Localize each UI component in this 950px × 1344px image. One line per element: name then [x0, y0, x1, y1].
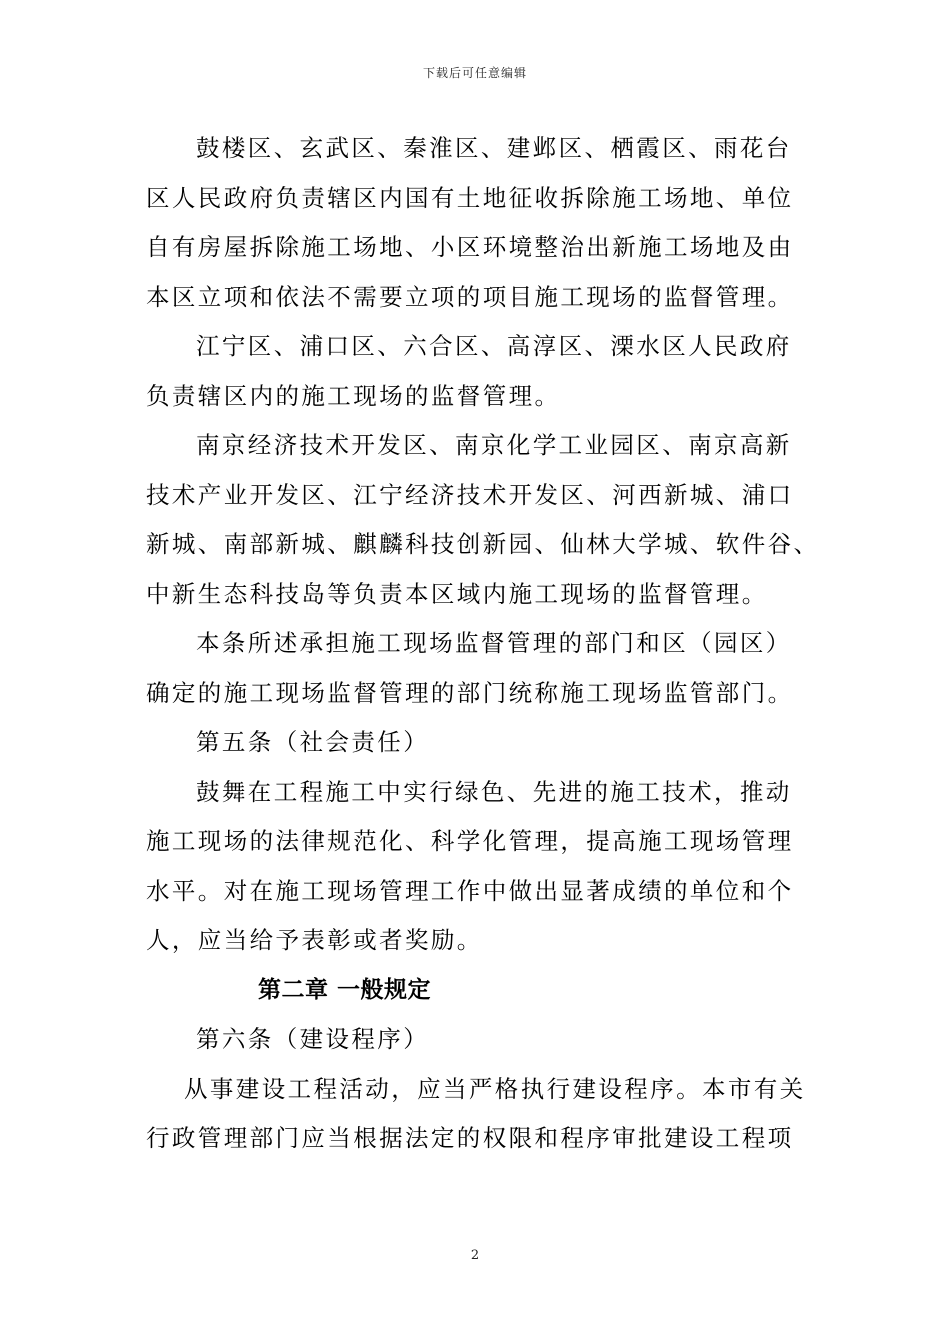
paragraph-line: 鼓舞在工程施工中实行绿色、先进的施工技术，推动 [196, 777, 792, 806]
article-heading: 第六条（建设程序） [196, 1025, 430, 1053]
paragraph-line: 本区立项和依法不需要立项的项目施工现场的监督管理。 [146, 282, 794, 311]
document-body [146, 124, 820, 1164]
paragraph-line: 行政管理部门应当根据法定的权限和程序审批建设工程项 [146, 1124, 794, 1152]
paragraph-line: 从事建设工程活动，应当严格执行建设程序。本市有关 [184, 1074, 806, 1103]
paragraph-line: 区人民政府负责辖区内国有土地征收拆除施工场地、单位 [146, 183, 794, 212]
paragraph-line: 技术产业开发区、江宁经济技术开发区、河西新城、浦口 [146, 480, 794, 509]
paragraph-line: 新城、南部新城、麒麟科技创新园、仙林大学城、软件谷、 [146, 530, 820, 558]
paragraph-line: 本条所述承担施工现场监督管理的部门和区（园区） [196, 629, 792, 657]
paragraph-line: 水平。对在施工现场管理工作中做出显著成绩的单位和个 [146, 876, 794, 905]
paragraph-line: 负责辖区内的施工现场的监督管理。 [146, 381, 561, 410]
paragraph-line: 鼓楼区、玄武区、秦淮区、建邺区、栖霞区、雨花台 [196, 134, 792, 162]
article-heading: 第五条（社会责任） [196, 728, 430, 756]
paragraph-line: 中新生态科技岛等负责本区域内施工现场的监督管理。 [146, 579, 768, 608]
chapter-heading: 第二章 一般规定 [258, 976, 432, 1003]
paragraph-line: 确定的施工现场监督管理的部门统称施工现场监管部门。 [146, 678, 794, 707]
paragraph-line: 南京经济技术开发区、南京化学工业园区、南京高新 [196, 431, 792, 459]
paragraph-line: 江宁区、浦口区、六合区、高淳区、溧水区人民政府 [196, 332, 792, 360]
paragraph-line: 施工现场的法律规范化、科学化管理，提高施工现场管理 [146, 827, 794, 855]
paragraph-line: 自有房屋拆除施工场地、小区环境整治出新施工场地及由 [146, 233, 794, 261]
page-number: 2 [470, 1248, 480, 1263]
page-header: 下载后可任意编辑 [422, 66, 527, 80]
paragraph-line: 人，应当给予表彰或者奖励。 [146, 926, 483, 954]
